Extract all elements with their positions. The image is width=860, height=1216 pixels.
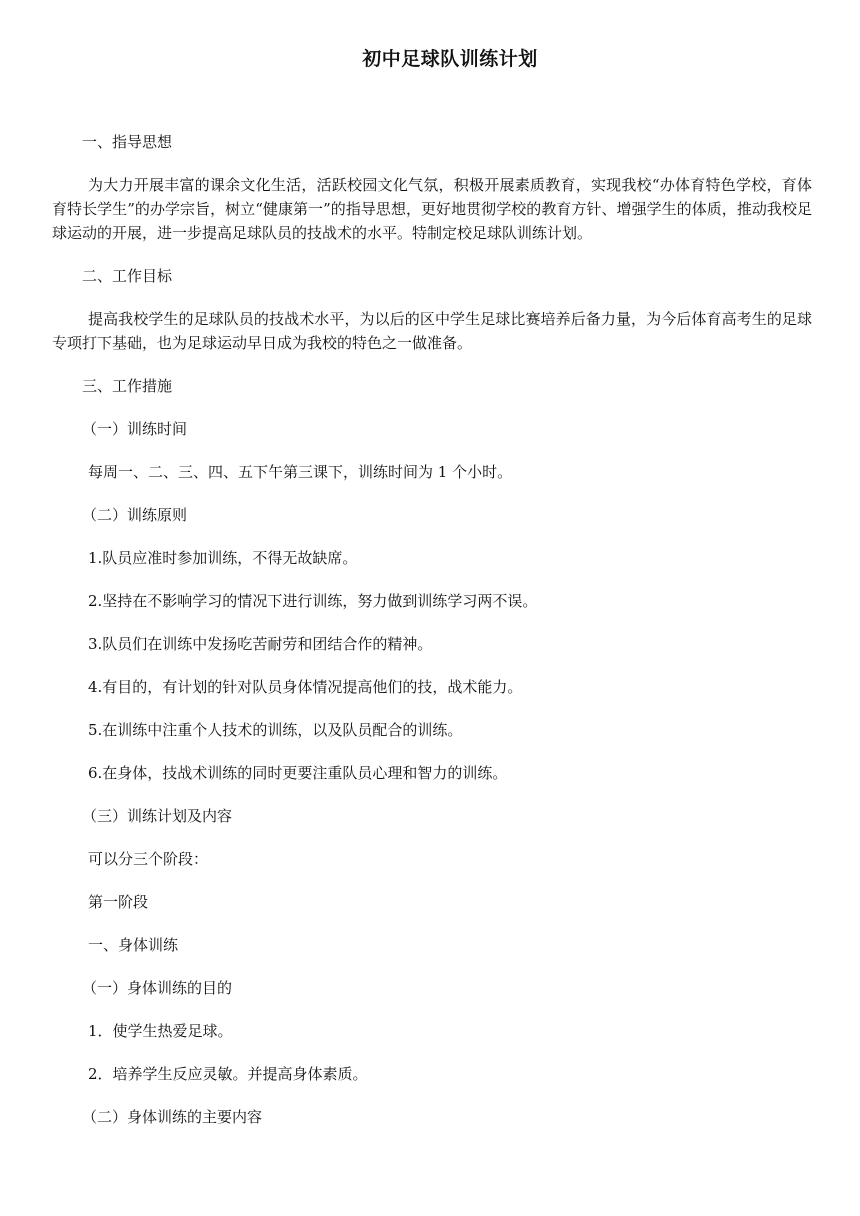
principle-item: 5.在训练中注重个人技术的训练，以及队员配合的训练。 bbox=[88, 721, 463, 739]
subheading-training-time: （一）训练时间 bbox=[82, 420, 188, 438]
subheading-physical-training-content: （二）身体训练的主要内容 bbox=[82, 1108, 263, 1126]
paragraph-guiding-ideology: 为大力开展丰富的课余文化生活，活跃校园文化气氛，积极开展素质教育，实现我校“办体育特色学校，育体育特长学生”的办学宗旨，树立“健康第一”的指导思想，更好地贯彻学校的教育方针、增强学生的体质，推动我校足球运动的开展，进一步提高足球队员的技战术的水平。特制定校足球队训练计划。 bbox=[52, 176, 812, 242]
goal-item: 2．培养学生反应灵敏。并提高身体素质。 bbox=[88, 1065, 368, 1083]
section-heading-guiding-ideology: 一、指导思想 bbox=[82, 133, 173, 151]
subheading-training-principles: （二）训练原则 bbox=[82, 506, 188, 524]
training-time-text: 每周一、二、三、四、五下午第三课下，训练时间为 1 个小时。 bbox=[88, 463, 513, 481]
document-body bbox=[52, 130, 812, 1148]
goal-item: 1．使学生热爱足球。 bbox=[88, 1022, 233, 1040]
principle-item: 2.坚持在不影响学习的情况下进行训练，努力做到训练学习两不误。 bbox=[88, 592, 538, 610]
stages-intro: 可以分三个阶段： bbox=[88, 850, 209, 868]
principle-item: 1.队员应准时参加训练，不得无故缺席。 bbox=[88, 549, 358, 567]
principle-item: 3.队员们在训练中发扬吃苦耐劳和团结合作的精神。 bbox=[88, 635, 433, 653]
stage-one-heading: 第一阶段 bbox=[88, 893, 149, 911]
principle-item: 4.有目的，有计划的针对队员身体情况提高他们的技，战术能力。 bbox=[88, 678, 523, 696]
paragraph-work-goals: 提高我校学生的足球队员的技战术水平，为以后的区中学生足球比赛培养后备力量，为今后体育高考生的足球专项打下基础，也为足球运动早日成为我校的特色之一做准备。 bbox=[52, 310, 812, 352]
subheading-physical-training-purpose: （一）身体训练的目的 bbox=[82, 979, 233, 997]
subheading-training-plan: （三）训练计划及内容 bbox=[82, 807, 233, 825]
section-heading-work-goals: 二、工作目标 bbox=[82, 267, 173, 285]
principle-item: 6.在身体，技战术训练的同时更要注重队员心理和智力的训练。 bbox=[88, 764, 508, 782]
section-heading-work-measures: 三、工作措施 bbox=[82, 377, 173, 395]
document-title: 初中足球队训练计划 bbox=[362, 48, 538, 70]
physical-training-heading: 一、身体训练 bbox=[88, 936, 179, 954]
